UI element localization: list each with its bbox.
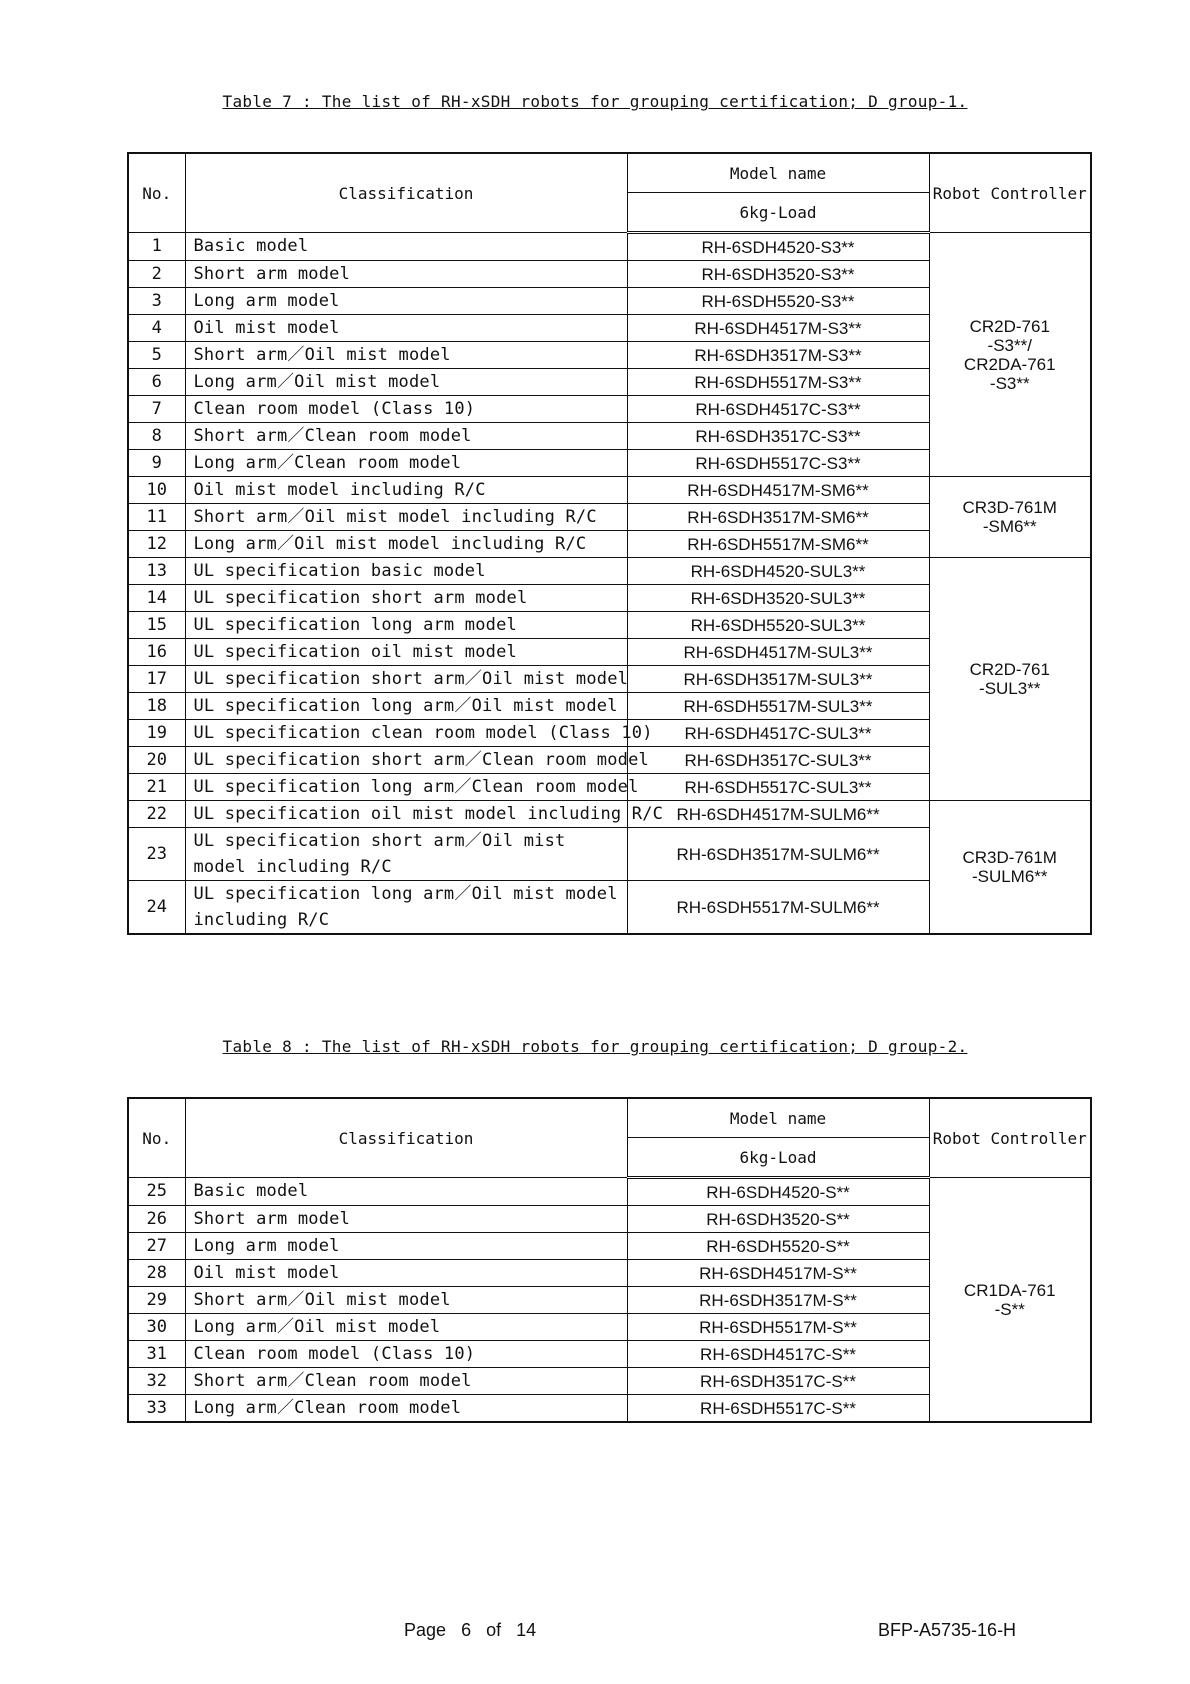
row-classification: Short arm／Clean room model <box>185 1368 627 1395</box>
row-classification: Short arm／Oil mist model including R/C <box>185 504 627 531</box>
row-classification: UL specification short arm／Oil mist model including R/C <box>185 828 627 881</box>
row-classification: Basic model <box>185 233 627 261</box>
row-model-name: RH-6SDH4520-S** <box>627 1178 929 1206</box>
row-classification: UL specification clean room model (Class 10) <box>185 720 627 747</box>
row-classification: Long arm model <box>185 1233 627 1260</box>
table-row <box>128 477 1091 504</box>
row-model-name: RH-6SDH5520-S** <box>627 1233 929 1260</box>
header-no: No. <box>128 153 185 233</box>
header-robot-controller: Robot Controller <box>929 153 1091 233</box>
table8-caption: Table 8 : The list of RH-xSDH robots for grouping certification; D group-2. <box>222 1037 968 1056</box>
table7 <box>127 152 1092 935</box>
row-number: 11 <box>128 504 185 531</box>
row-model-name: RH-6SDH4517M-SULM6** <box>627 801 929 828</box>
robot-controller-cell <box>929 233 1091 477</box>
header-robot-controller: Robot Controller <box>929 1098 1091 1178</box>
row-number: 3 <box>128 288 185 315</box>
row-classification: UL specification oil mist model <box>185 639 627 666</box>
table-row <box>128 1178 1091 1206</box>
row-model-name: RH-6SDH4517M-S** <box>627 1260 929 1287</box>
controller-line2: -SULM6** <box>971 867 1048 886</box>
controller-line2: -SUL3** <box>979 679 1041 698</box>
row-classification: Oil mist model <box>185 1260 627 1287</box>
row-number: 25 <box>128 1178 185 1206</box>
row-number: 23 <box>128 828 185 881</box>
row-model-name: RH-6SDH3520-S** <box>627 1206 929 1233</box>
row-model-name: RH-6SDH5517C-S** <box>627 1395 929 1423</box>
row-classification: Long arm／Oil mist model including R/C <box>185 531 627 558</box>
row-number: 20 <box>128 747 185 774</box>
row-number: 28 <box>128 1260 185 1287</box>
controller-line1: CR3D-761M <box>962 498 1057 517</box>
row-model-name: RH-6SDH5517M-SUL3** <box>627 693 929 720</box>
row-number: 7 <box>128 396 185 423</box>
row-classification: UL specification long arm／Oil mist model <box>185 693 627 720</box>
row-number: 31 <box>128 1341 185 1368</box>
row-model-name: RH-6SDH5517C-SUL3** <box>627 774 929 801</box>
row-model-name: RH-6SDH4517C-S3** <box>627 396 929 423</box>
row-model-name: RH-6SDH4520-SUL3** <box>627 558 929 585</box>
row-model-name: RH-6SDH3517M-S** <box>627 1287 929 1314</box>
row-classification: Long arm／Clean room model <box>185 450 627 477</box>
row-model-name: RH-6SDH4517M-S3** <box>627 315 929 342</box>
row-model-name: RH-6SDH3517M-SM6** <box>627 504 929 531</box>
row-number: 22 <box>128 801 185 828</box>
row-model-name: RH-6SDH5517C-S3** <box>627 450 929 477</box>
row-number: 1 <box>128 233 185 261</box>
row-number: 27 <box>128 1233 185 1260</box>
row-number: 12 <box>128 531 185 558</box>
row-model-name: RH-6SDH3517M-SULM6** <box>627 828 929 881</box>
row-model-name: RH-6SDH5517M-S** <box>627 1314 929 1341</box>
document-id: BFP-A5735-16-H <box>878 1620 1017 1640</box>
row-classification: Long arm model <box>185 288 627 315</box>
row-classification: Long arm／Oil mist model <box>185 369 627 396</box>
row-model-name: RH-6SDH3520-S3** <box>627 261 929 288</box>
row-number: 16 <box>128 639 185 666</box>
row-model-name: RH-6SDH4517C-SUL3** <box>627 720 929 747</box>
row-number: 24 <box>128 881 185 935</box>
row-classification: UL specification long arm model <box>185 612 627 639</box>
controller-line1: CR3D-761M <box>962 848 1057 867</box>
row-number: 26 <box>128 1206 185 1233</box>
page-total: 14 <box>516 1620 537 1640</box>
header-load: 6kg-Load <box>627 193 929 233</box>
row-classification: Oil mist model <box>185 315 627 342</box>
controller-line3: CR2DA-761 <box>963 354 1056 374</box>
row-model-name: RH-6SDH3517M-SUL3** <box>627 666 929 693</box>
robot-controller-cell <box>929 558 1091 801</box>
row-number: 9 <box>128 450 185 477</box>
row-number: 5 <box>128 342 185 369</box>
row-model-name: RH-6SDH5517M-SM6** <box>627 531 929 558</box>
row-model-name: RH-6SDH3517C-S** <box>627 1368 929 1395</box>
row-classification: Clean room model (Class 10) <box>185 396 627 423</box>
controller-line2: -S3**/ <box>987 335 1032 355</box>
row-number: 6 <box>128 369 185 396</box>
row-model-name: RH-6SDH5520-SUL3** <box>627 612 929 639</box>
row-number: 10 <box>128 477 185 504</box>
row-number: 33 <box>128 1395 185 1423</box>
row-classification: Long arm／Clean room model <box>185 1395 627 1423</box>
row-number: 29 <box>128 1287 185 1314</box>
table7-caption: Table 7 : The list of RH-xSDH robots for grouping certification; D group-1. <box>222 92 968 111</box>
row-number: 17 <box>128 666 185 693</box>
row-number: 21 <box>128 774 185 801</box>
row-model-name: RH-6SDH5517M-SULM6** <box>627 881 929 935</box>
row-number: 18 <box>128 693 185 720</box>
row-model-name: RH-6SDH4520-S3** <box>627 233 929 261</box>
row-classification: UL specification short arm／Clean room model <box>185 747 627 774</box>
row-number: 14 <box>128 585 185 612</box>
row-classification: Short arm model <box>185 1206 627 1233</box>
row-model-name: RH-6SDH4517C-S** <box>627 1341 929 1368</box>
row-classification: Clean room model (Class 10) <box>185 1341 627 1368</box>
row-model-name: RH-6SDH4517M-SM6** <box>627 477 929 504</box>
robot-controller-cell <box>929 477 1091 558</box>
robot-controller-cell <box>929 801 1091 935</box>
row-number: 8 <box>128 423 185 450</box>
header-classification: Classification <box>185 153 627 233</box>
row-number: 2 <box>128 261 185 288</box>
header-model-name: Model name <box>627 153 929 193</box>
controller-line1: CR2D-761 <box>969 660 1050 679</box>
header-load: 6kg-Load <box>627 1138 929 1178</box>
row-classification: Basic model <box>185 1178 627 1206</box>
table8 <box>127 1097 1092 1423</box>
row-classification: Short arm／Clean room model <box>185 423 627 450</box>
row-classification: UL specification long arm／Oil mist model including R/C <box>185 881 627 935</box>
row-number: 19 <box>128 720 185 747</box>
row-model-name: RH-6SDH3517M-S3** <box>627 342 929 369</box>
row-classification: UL specification long arm／Clean room model <box>185 774 627 801</box>
row-classification: UL specification oil mist model including R/C <box>185 801 627 828</box>
row-model-name: RH-6SDH5517M-S3** <box>627 369 929 396</box>
row-number: 30 <box>128 1314 185 1341</box>
row-classification: UL specification basic model <box>185 558 627 585</box>
row-classification: Oil mist model including R/C <box>185 477 627 504</box>
header-model-name: Model name <box>627 1098 929 1138</box>
row-number: 4 <box>128 315 185 342</box>
row-model-name: RH-6SDH3517C-S3** <box>627 423 929 450</box>
row-classification: Short arm／Oil mist model <box>185 1287 627 1314</box>
row-model-name: RH-6SDH3520-SUL3** <box>627 585 929 612</box>
row-classification: Short arm／Oil mist model <box>185 342 627 369</box>
table-row <box>128 801 1091 828</box>
header-classification: Classification <box>185 1098 627 1178</box>
controller-line2: -S** <box>994 1299 1025 1319</box>
row-model-name: RH-6SDH3517C-SUL3** <box>627 747 929 774</box>
table-row <box>128 558 1091 585</box>
row-model-name: RH-6SDH4517M-SUL3** <box>627 639 929 666</box>
row-classification: UL specification short arm／Oil mist model <box>185 666 627 693</box>
page-of-word: of <box>486 1620 502 1640</box>
row-number: 15 <box>128 612 185 639</box>
row-number: 13 <box>128 558 185 585</box>
controller-line4: -S3** <box>989 373 1030 393</box>
row-classification: UL specification short arm model <box>185 585 627 612</box>
controller-line2: -SM6** <box>982 517 1037 536</box>
row-classification: Short arm model <box>185 261 627 288</box>
row-number: 32 <box>128 1368 185 1395</box>
controller-line1: CR1DA-761 <box>963 1280 1056 1300</box>
page-word: Page <box>404 1620 447 1640</box>
controller-line1: CR2D-761 <box>969 316 1050 336</box>
header-no: No. <box>128 1098 185 1178</box>
robot-controller-cell <box>929 1178 1091 1423</box>
page-current: 6 <box>461 1620 472 1640</box>
row-classification: Long arm／Oil mist model <box>185 1314 627 1341</box>
page-number <box>404 1620 546 1641</box>
table-row <box>128 233 1091 261</box>
row-model-name: RH-6SDH5520-S3** <box>627 288 929 315</box>
